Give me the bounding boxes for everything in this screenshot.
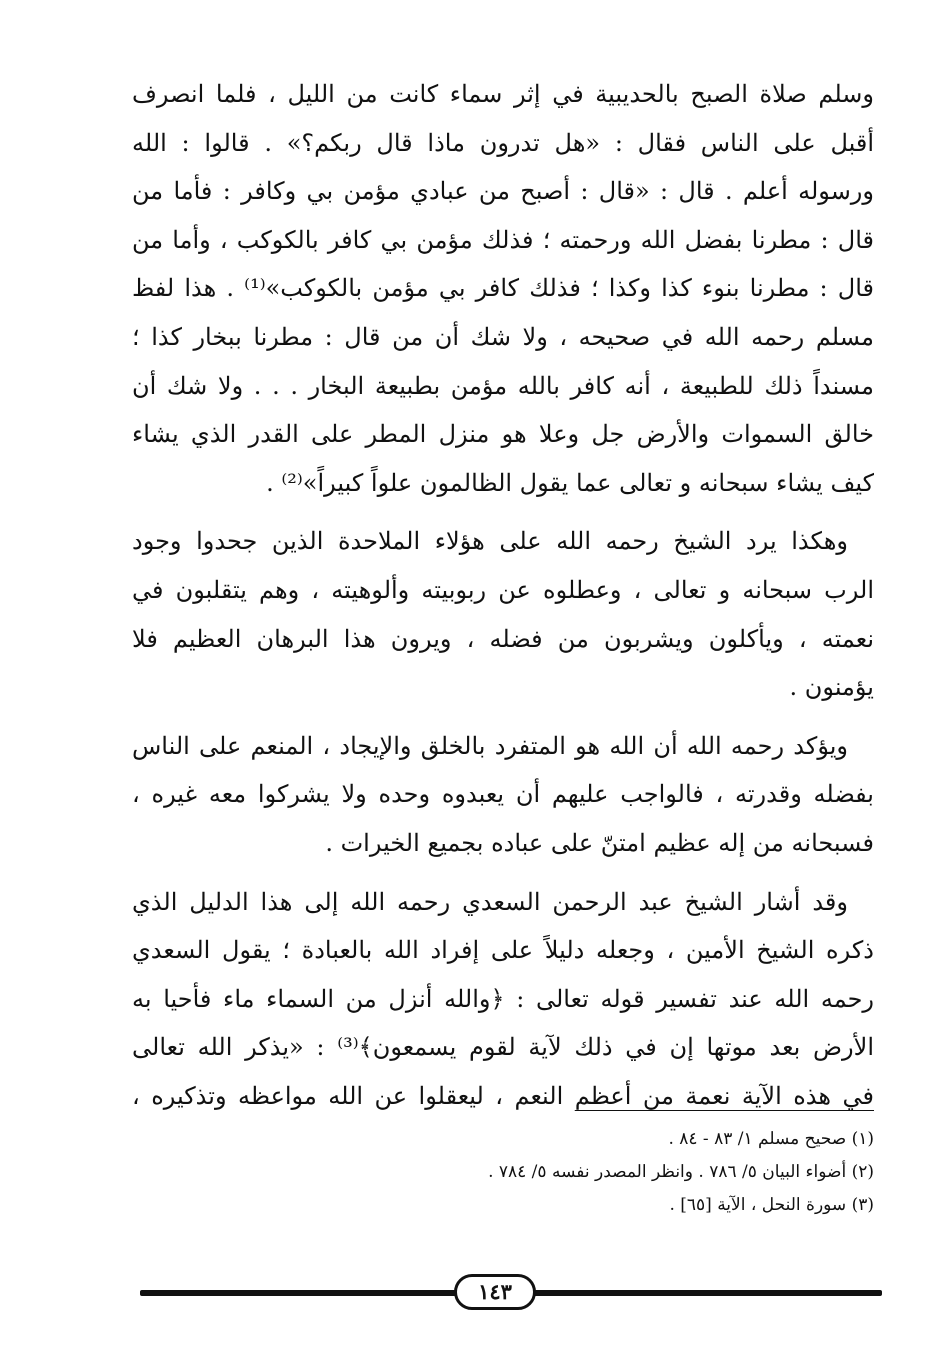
footnotes <box>132 1123 874 1222</box>
text-line: يؤمنون . <box>789 673 874 702</box>
text-line: خالق السموات والأرض جل وعلا هو منزل المطر على القدر الذي يشاء <box>132 420 874 449</box>
text-line <box>132 1072 874 1121</box>
paragraph-creation <box>132 722 874 868</box>
paragraph-saadi <box>132 878 874 1121</box>
text-line: وقد أشار الشيخ عبد الرحمن السعدي رحمه الله إلى هذا الدليل الذي <box>132 887 848 916</box>
paragraph-hadith <box>132 70 874 507</box>
text-line: فسبحانه من إله عظيم امتنّ على عباده بجميع الخيرات . <box>325 828 874 857</box>
text-line-rest: النعم ، ليعقلوا عن الله مواعظه وتذكيره ، <box>132 1081 575 1110</box>
text-line: قال : مطرنا بفضل الله ورحمته ؛ فذلك مؤمن بي كافر بالكوكب ، وأما من <box>132 225 874 254</box>
text-line: بفضله وقدرته ، فالواجب عليهم أن يعبدوه وحده ولا يشركوا معه غيره ، <box>132 780 874 809</box>
text-line: قال : مطرنا بنوء كذا وكذا ؛ فذلك كافر بي مؤمن بالكوكب»⁽¹⁾ . هذا لفظ <box>132 274 874 303</box>
text-line: ورسوله أعلم . قال : «قال : أصبح من عبادي مؤمن بي وكافر : فأما من <box>132 177 874 206</box>
text-line: ذكره الشيخ الأمين ، وجعله دليلاً على إفراد الله بالعبادة ؛ يقول السعدي <box>132 936 874 965</box>
main-text <box>132 70 874 1130</box>
text-line: الأرض بعد موتها إن في ذلك لآية لقوم يسمعون﴾⁽³⁾ : «يذكر الله تعالى <box>132 1033 874 1062</box>
text-line: مسنداً ذلك للطبيعة ، أنه كافر بالله مؤمن بطبيعة البخار . . . ولا شك أن <box>132 371 874 400</box>
text-line: رحمه الله عند تفسير قوله تعالى : ﴿والله أنزل من السماء ماء فأحيا به <box>132 984 874 1013</box>
footnote-1: (١) صحيح مسلم ١/ ٨٣ - ٨٤ . <box>668 1129 874 1149</box>
text-line: الرب سبحانه و تعالى ، وعطلوه عن ربوبيته وألوهيته ، وهم يتقلبون في <box>132 575 874 604</box>
text-line: مسلم رحمه الله في صحيحه ، ولا شك أن من قال : مطرنا ببخار كذا ؛ <box>132 322 874 351</box>
text-line: وهكذا يرد الشيخ رحمه الله على هؤلاء الملاحدة الذين جحدوا وجود <box>132 527 848 556</box>
page-number: ١٤٣ <box>454 1274 536 1310</box>
text-line: أقبل على الناس فقال : «هل تدرون ماذا قال ربكم؟» . قالوا : الله <box>132 128 874 157</box>
text-line: نعمته ، ويأكلون ويشربون من فضله ، ويرون هذا البرهان العظيم فلا <box>132 624 874 653</box>
footnote-3: (٣) سورة النحل ، الآية [٦٥] . <box>669 1195 874 1215</box>
text-line: وسلم صلاة الصبح بالحديبية في إثر سماء كانت من الليل ، فلما انصرف <box>132 80 874 108</box>
paragraph-refutation <box>132 517 874 711</box>
text-line: كيف يشاء سبحانه و تعالى عما يقول الظالمون علواً كبيراً»⁽²⁾ . <box>266 468 874 497</box>
footnote-2: (٢) أضواء البيان ٥/ ٧٨٦ . وانظر المصدر نفسه ٥/ ٧٨٤ . <box>488 1162 874 1182</box>
underlined-phrase: في هذه الآية نعمة من أعظم <box>574 1081 874 1110</box>
text-line: ويؤكد رحمه الله أن الله هو المتفرد بالخلق والإيجاد ، المنعم على الناس <box>132 731 848 760</box>
